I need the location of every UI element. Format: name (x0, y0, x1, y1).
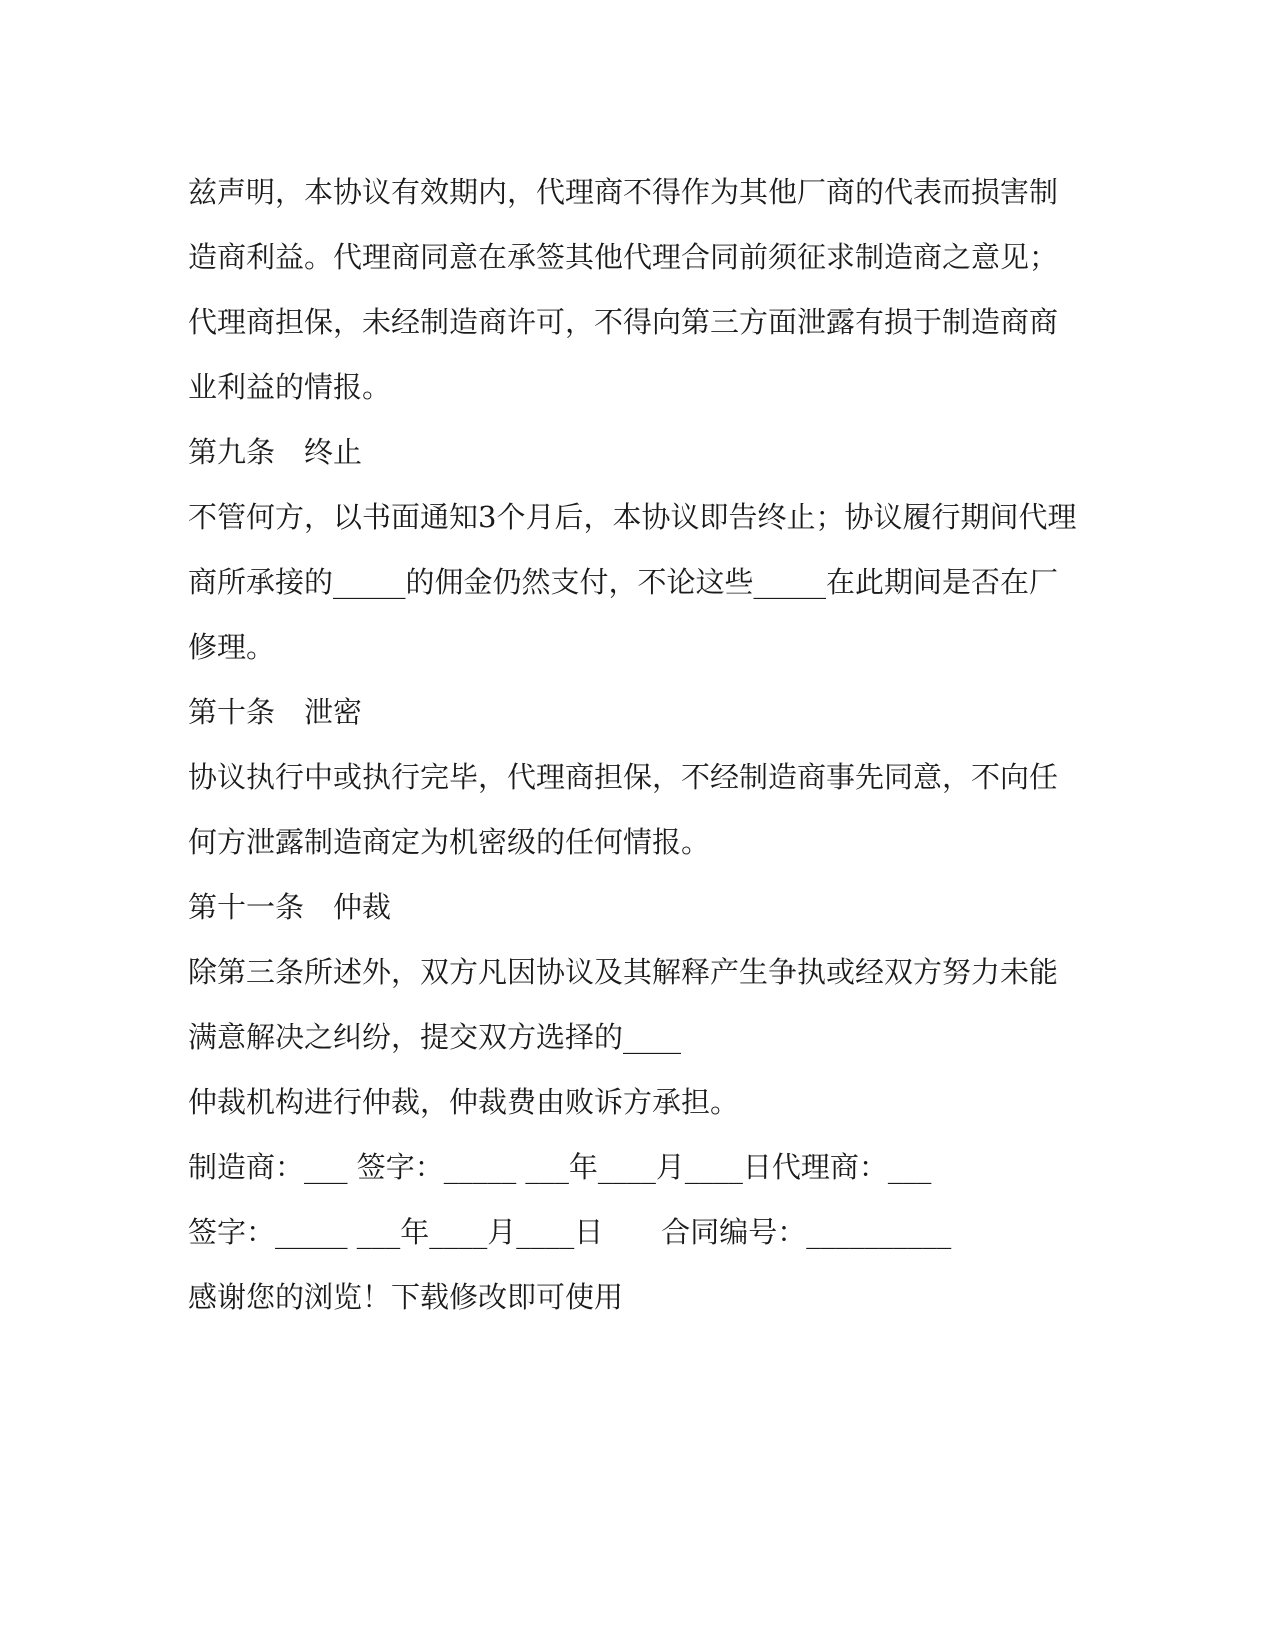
paragraph-line: 满意解决之纠纷，提交双方选择的____ (188, 1020, 682, 1054)
paragraph-line: 仲裁机构进行仲裁，仲裁费由败诉方承担。 (188, 1085, 740, 1119)
paragraph-line: 代理商担保，未经制造商许可，不得向第三方面泄露有损于制造商商 (188, 305, 1059, 339)
document-body (188, 160, 1088, 1330)
closing-note: 感谢您的浏览！下载修改即可使用 (188, 1280, 624, 1314)
paragraph-line: 修理。 (188, 630, 276, 664)
section-heading-article-10: 第十条 泄密 (188, 695, 363, 729)
paragraph-line: 何方泄露制造商定为机密级的任何情报。 (188, 825, 711, 859)
paragraph-line: 不管何方，以书面通知3个月后，本协议即告终止；协议履行期间代理 (188, 500, 1077, 534)
signature-line-manufacturer: 制造商：___ 签字：_____ ___年____月____日代理商：___ (188, 1150, 932, 1184)
paragraph-line: 造商利益。代理商同意在承签其他代理合同前须征求制造商之意见； (188, 240, 1059, 274)
section-heading-article-9: 第九条 终止 (188, 435, 363, 469)
paragraph-line: 商所承接的_____的佣金仍然支付，不论这些_____在此期间是否在厂 (188, 565, 1059, 599)
signature-line-agent: 签字：_____ ___年____月____日 合同编号：__________ (188, 1215, 952, 1249)
paragraph-line: 业利益的情报。 (188, 370, 392, 404)
paragraph-line: 兹声明，本协议有效期内，代理商不得作为其他厂商的代表而损害制 (188, 175, 1059, 209)
paragraph-line: 除第三条所述外，双方凡因协议及其解释产生争执或经双方努力未能 (188, 955, 1059, 989)
paragraph-line: 协议执行中或执行完毕，代理商担保，不经制造商事先同意，不向任 (188, 760, 1059, 794)
section-heading-article-11: 第十一条 仲裁 (188, 890, 392, 924)
